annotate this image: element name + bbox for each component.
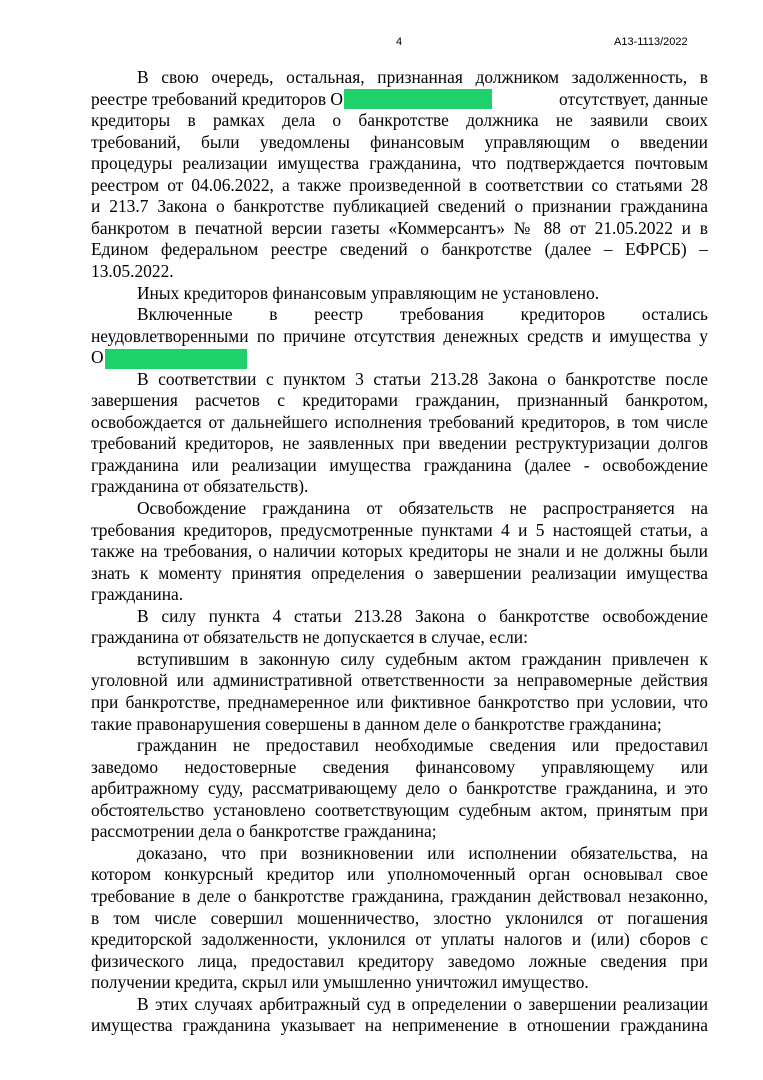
text-line: Включенные в реестр требования кредиторов остались: [137, 304, 708, 325]
text-line: уголовной или административной ответственности за неправомерные действия: [91, 670, 708, 691]
text-line: требований кредиторов, не заявленных при введении реструктуризации долгов: [91, 433, 708, 454]
text-line: кредиторы в рамках дела о банкротстве должника не заявили своих: [91, 110, 708, 131]
text-line: и 213.7 Закона о банкротстве публикацией сведений о признании гражданина: [91, 196, 708, 217]
page-number: 4: [396, 36, 403, 48]
text-line: процедуры реализации имущества гражданина, что подтверждается почтовым: [91, 153, 708, 174]
text-line: 13.05.2022.: [91, 261, 174, 281]
text-fragment: отсутствует, данные: [559, 88, 708, 109]
text-line: гражданина от обязательств не допускается в случае, если:: [91, 627, 528, 648]
text-line: В силу пункта 4 статьи 213.28 Закона о банкротстве освобождение: [137, 605, 708, 626]
text-line: требования кредиторов, предусмотренные пунктами 4 и 5 настоящей статьи, а: [91, 519, 708, 540]
text-line: также на требования, о наличии которых кредиторы не знали и не должны были: [91, 541, 708, 562]
text-line: котором конкурсный кредитор или уполномоченный орган основывал свое: [91, 864, 708, 885]
redacted-name-block: [344, 89, 492, 109]
text-line: реестром от 04.06.2022, а также произведенной в соответствии со статьями 28: [91, 174, 708, 195]
text-line: банкротом в печатной версии газеты «Коммерсантъ» № 88 от 21.05.2022 и в: [91, 217, 708, 238]
text-line: арбитражному суду, рассматривающему дело о банкротстве гражданина, и это: [91, 778, 708, 799]
text-line: В свою очередь, остальная, признанная должником задолженность, в: [137, 67, 708, 87]
text-line: Едином федеральном реестре сведений о банкротстве (далее – ЕФРСБ) –: [91, 239, 708, 260]
text-line: В соответствии с пунктом 3 статьи 213.28 Закона о банкротстве после: [137, 368, 708, 389]
text-line: кредиторской задолженности, уклонился от уплаты налогов и (или) сборов с: [91, 929, 708, 949]
text-line: требований, были уведомлены финансовым управляющим о введении: [91, 131, 708, 152]
text-line-redacted: [91, 88, 708, 110]
text-fragment: О: [91, 347, 104, 368]
text-line: гражданина или реализации имущества гражданина (далее - освобождение: [91, 454, 708, 475]
text-line: освобождается от дальнейшего исполнения требований кредиторов, в том числе: [91, 411, 708, 432]
text-line: рассмотрении дела о банкротстве гражданина;: [91, 821, 437, 842]
text-line: знать к моменту принятия определения о завершении реализации имущества: [91, 562, 708, 583]
text-line: гражданина.: [91, 584, 184, 605]
redacted-name-block: [105, 349, 247, 369]
text-line: гражданин не предоставил необходимые сведения или предоставил: [137, 735, 708, 756]
text-line: Освобождение гражданина от обязательств не распространяется на: [137, 498, 708, 518]
text-line: вступившим в законную силу судебным актом гражданин привлечен к: [137, 648, 708, 669]
text-line: обстоятельство установлено соответствующим судебным актом, принятым при: [91, 799, 708, 820]
text-line: завершения расчетов с кредиторами гражданин, признанный банкротом,: [91, 390, 708, 411]
text-line: имущества гражданина указывает на неприменение в отношении гражданина: [91, 1015, 708, 1036]
text-line: гражданина от обязательств).: [91, 476, 309, 497]
text-line: физического лица, предоставил кредитору заведомо ложные сведения при: [91, 950, 708, 971]
text-line: неудовлетворенными по причине отсутствия денежных средств и имущества у: [91, 325, 708, 346]
text-line: при банкротстве, преднамеренное или фиктивное банкротство при условии, что: [91, 692, 708, 712]
text-line-redacted: [91, 346, 708, 368]
text-line: Иных кредиторов финансовым управляющим не установлено.: [137, 282, 600, 303]
text-line: такие правонарушения совершены в данном деле о банкротстве гражданина;: [91, 713, 662, 734]
text-line: получении кредита, скрыл или умышленно уничтожил имущество.: [91, 972, 589, 993]
text-fragment: реестре требований кредиторов О: [91, 88, 343, 109]
text-line: заведомо недостоверные сведения финансовому управляющему или: [91, 756, 708, 777]
case-number: А13-1113/2022: [614, 36, 688, 48]
text-line: требование в деле о банкротстве гражданина, гражданин действовал незаконно,: [91, 885, 708, 906]
text-line: В этих случаях арбитражный суд в определении о завершении реализации: [137, 993, 708, 1014]
text-line: в том числе совершил мошенничество, злостно уклонился от погашения: [91, 907, 708, 928]
text-line: доказано, что при возникновении или исполнении обязательства, на: [137, 842, 708, 863]
